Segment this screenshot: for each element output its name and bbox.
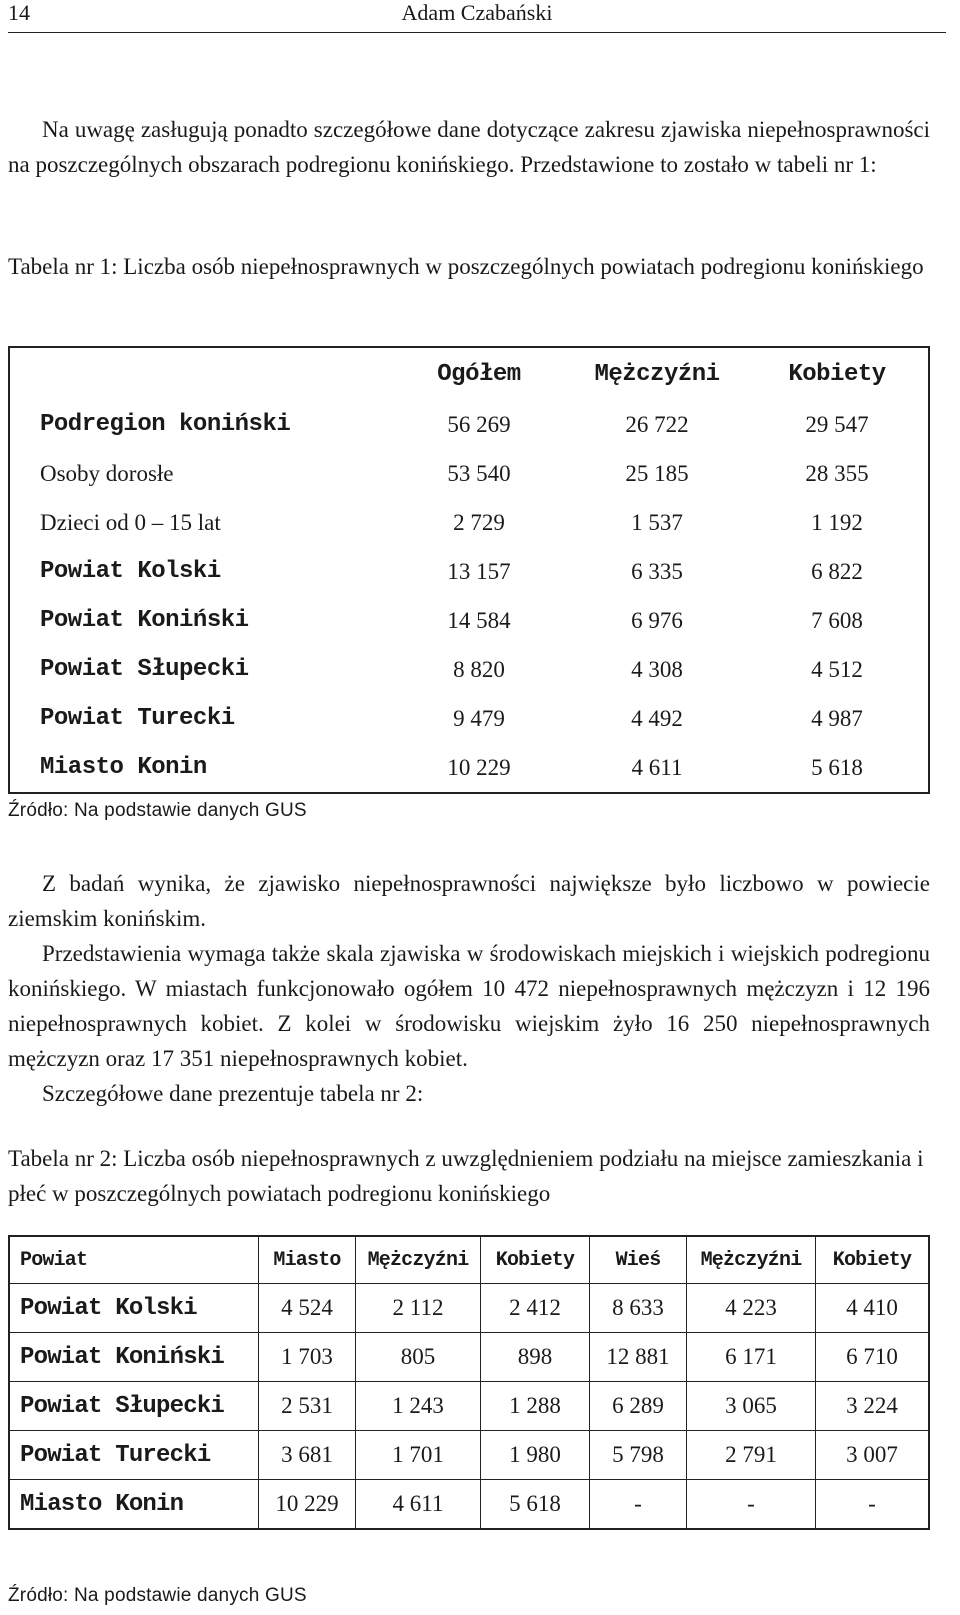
cell-women: 7 608: [811, 607, 863, 633]
table1-caption: Tabela nr 1: Liczba osób niepełnosprawnych w poszczególnych powiatach podregionu konińskiego: [8, 254, 924, 279]
table-row: [9, 547, 929, 596]
row-label: Podregion koniński: [40, 411, 291, 438]
urban-rural-paragraph: [8, 936, 930, 1111]
row-label: Dzieci od 0 – 15 lat: [40, 509, 221, 535]
table2-caption: Tabela nr 2: Liczba osób niepełnosprawnych z uwzględnieniem podziału na miejsce zamieszkania i płeć w poszczególnych powiatach podregionu konińskiego: [8, 1146, 924, 1206]
table2-header-row: [9, 1236, 929, 1284]
table2: [8, 1235, 930, 1530]
cell-village: 8 633: [590, 1284, 687, 1333]
cell-total: 10 229: [447, 754, 511, 780]
cell-town: 4 524: [259, 1284, 356, 1333]
table-row: [9, 1480, 929, 1530]
cell-total: 56 269: [447, 411, 511, 437]
intro-paragraph-text: Na uwagę zasługują ponadto szczegółowe dane dotyczące zakresu zjawiska niepełnosprawności na poszczególnych obszarach podregionu konińskiego. Przedstawione to zostało w tabeli nr 1:: [8, 117, 930, 177]
cell-town-women: 2 412: [481, 1284, 590, 1333]
cell-town-women: 1 980: [481, 1431, 590, 1480]
cell-village-men: 4 223: [687, 1284, 816, 1333]
table1-header-row: [9, 347, 929, 400]
table2-header-village: Wieś: [590, 1236, 687, 1284]
cell-women: 4 512: [811, 656, 863, 682]
cell-village-women: -: [816, 1480, 930, 1530]
table-row: [9, 596, 929, 645]
cell-women: 28 355: [805, 460, 869, 486]
table-row: [9, 1431, 929, 1480]
row-label: Miasto Konin: [9, 1480, 259, 1530]
table-row: [9, 449, 929, 498]
cell-town-men: 1 701: [356, 1431, 481, 1480]
cell-town-men: 1 243: [356, 1382, 481, 1431]
row-label: Powiat Turecki: [9, 1431, 259, 1480]
table2-header-village-men: Mężczyźni: [687, 1236, 816, 1284]
cell-town-men: 805: [356, 1333, 481, 1382]
row-label: Powiat Słupecki: [9, 1382, 259, 1431]
cell-village: 12 881: [590, 1333, 687, 1382]
table-row: [9, 1333, 929, 1382]
table2-header-district: Powiat: [9, 1236, 259, 1284]
table1: [8, 346, 930, 794]
cell-town: 2 531: [259, 1382, 356, 1431]
cell-village-women: 6 710: [816, 1333, 930, 1382]
cell-town: 10 229: [259, 1480, 356, 1530]
cell-village-women: 3 007: [816, 1431, 930, 1480]
cell-village-men: -: [687, 1480, 816, 1530]
table2-header-village-women: Kobiety: [816, 1236, 930, 1284]
cell-men: 4 611: [631, 754, 683, 780]
cell-village-men: 2 791: [687, 1431, 816, 1480]
cell-town-women: 898: [481, 1333, 590, 1382]
cell-women: 6 822: [811, 558, 863, 584]
table2-header-town-men: Mężczyźni: [356, 1236, 481, 1284]
row-label: Powiat Turecki: [40, 705, 235, 732]
cell-total: 14 584: [447, 607, 511, 633]
table1-header-total: Ogółem: [437, 360, 521, 388]
cell-village: 5 798: [590, 1431, 687, 1480]
cell-men: 6 335: [631, 558, 683, 584]
cell-town-men: 4 611: [356, 1480, 481, 1530]
row-label: Powiat Koniński: [9, 1333, 259, 1382]
cell-village: 6 289: [590, 1382, 687, 1431]
table-row: [9, 400, 929, 449]
row-label: Powiat Kolski: [9, 1284, 259, 1333]
cell-women: 1 192: [811, 509, 863, 535]
table-row: [9, 1382, 929, 1431]
cell-women: 5 618: [811, 754, 863, 780]
cell-town: 1 703: [259, 1333, 356, 1382]
row-label: Powiat Słupecki: [40, 656, 249, 683]
table-row: [9, 498, 929, 547]
page-number: 14: [8, 0, 30, 25]
table2-intro-text: Szczegółowe dane prezentuje tabela nr 2:: [42, 1081, 424, 1106]
table1-header-empty: [9, 347, 390, 400]
cell-men: 1 537: [631, 509, 683, 535]
cell-village: -: [590, 1480, 687, 1530]
cell-total: 9 479: [453, 705, 505, 731]
cell-village-men: 3 065: [687, 1382, 816, 1431]
cell-total: 8 820: [453, 656, 505, 682]
findings-paragraph-text: Z badań wynika, że zjawisko niepełnosprawności największe było liczbowo w powiecie ziemskim konińskim.: [8, 871, 930, 931]
cell-men: 26 722: [625, 411, 689, 437]
cell-total: 53 540: [447, 460, 511, 486]
cell-men: 4 308: [631, 656, 683, 682]
row-label: Powiat Kolski: [40, 558, 221, 585]
cell-men: 6 976: [631, 607, 683, 633]
cell-town-women: 5 618: [481, 1480, 590, 1530]
table2-source: Źródło: Na podstawie danych GUS: [8, 1585, 307, 1606]
intro-paragraph: [8, 112, 930, 182]
table1-header-men: Mężczyźni: [594, 360, 720, 388]
cell-men: 25 185: [625, 460, 689, 486]
table-row: [9, 645, 929, 694]
cell-men: 4 492: [631, 705, 683, 731]
cell-total: 2 729: [453, 509, 505, 535]
findings-paragraph: [8, 866, 930, 936]
table2-header-town-women: Kobiety: [481, 1236, 590, 1284]
cell-village-women: 4 410: [816, 1284, 930, 1333]
cell-women: 4 987: [811, 705, 863, 731]
row-label: Powiat Koniński: [40, 607, 249, 634]
cell-town-men: 2 112: [356, 1284, 481, 1333]
row-label: Osoby dorosłe: [40, 460, 174, 486]
table2-header-town: Miasto: [259, 1236, 356, 1284]
cell-town-women: 1 288: [481, 1382, 590, 1431]
row-label: Miasto Konin: [40, 754, 207, 781]
table1-source: Źródło: Na podstawie danych GUS: [8, 800, 307, 821]
cell-town: 3 681: [259, 1431, 356, 1480]
table-row: [9, 1284, 929, 1333]
page-header: [8, 0, 946, 33]
cell-women: 29 547: [805, 411, 869, 437]
table-row: [9, 743, 929, 793]
urban-rural-paragraph-text: Przedstawienia wymaga także skala zjawiska w środowiskach miejskich i wiejskich podregionu konińskiego. W miastach funkcjonowało ogółem 10 472 niepełnosprawnych mężczyzn i 12 196 niepełnosprawnych kobiet. Z kolei w środowisku wiejskim żyło 16 250 niepełnosprawnych mężczyzn oraz 17 351 niepełnosprawnych kobiet.: [8, 941, 930, 1071]
cell-village-women: 3 224: [816, 1382, 930, 1431]
table1-header-women: Kobiety: [788, 360, 886, 388]
table-row: [9, 694, 929, 743]
cell-village-men: 6 171: [687, 1333, 816, 1382]
running-head-author: Adam Czabański: [401, 0, 553, 25]
cell-total: 13 157: [447, 558, 511, 584]
